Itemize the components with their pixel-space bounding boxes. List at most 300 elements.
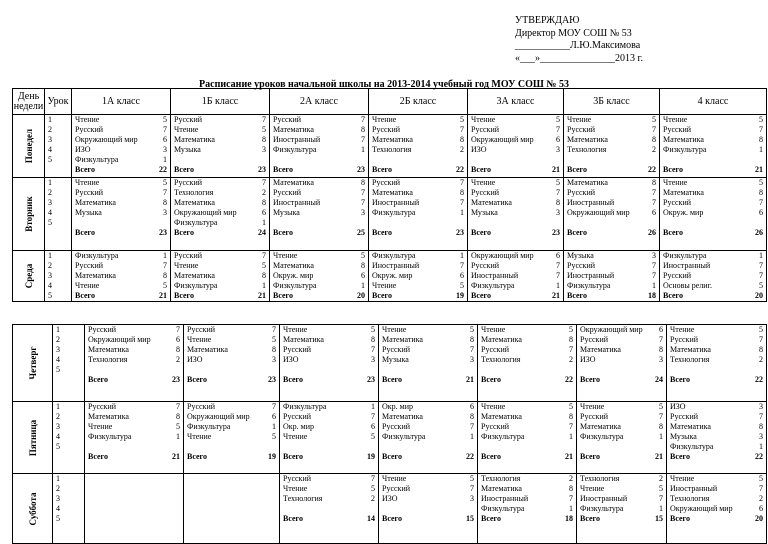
subject-name: Чтение <box>75 281 100 290</box>
subject-line <box>75 178 169 188</box>
subject-name: Иностранный <box>273 198 321 207</box>
total-label: Всего <box>283 375 303 384</box>
subject-hours: 8 <box>652 135 656 144</box>
total-line <box>567 228 658 238</box>
subject-name: Русский <box>663 125 691 134</box>
subject-line <box>283 412 377 422</box>
subject-hours: 7 <box>569 345 573 354</box>
total-line <box>273 228 367 238</box>
subject-hours: 3 <box>556 145 560 154</box>
subject-name: Русский <box>187 402 215 411</box>
total-line <box>580 514 665 524</box>
subject-line <box>382 432 476 442</box>
subject-hours: 7 <box>176 325 180 334</box>
subject-name: Чтение <box>567 115 592 124</box>
day-label: Суббота <box>27 492 38 525</box>
subject-line <box>75 271 169 281</box>
total-label: Всего <box>471 291 491 300</box>
subject-hours: 3 <box>361 208 365 217</box>
subject-hours: 1 <box>163 251 167 260</box>
subject-hours: 5 <box>262 261 266 270</box>
subject-hours: 8 <box>176 345 180 354</box>
class-cell <box>564 115 660 178</box>
subject-line <box>471 198 562 208</box>
lesson-numbers <box>45 115 72 178</box>
class-cell <box>280 402 379 474</box>
subject-line <box>567 261 658 271</box>
lesson-number: 3 <box>48 271 52 280</box>
subject-hours: 7 <box>652 198 656 207</box>
subject-line <box>481 325 575 335</box>
subject-line <box>273 145 367 155</box>
class-header: 1Б класс <box>171 89 270 115</box>
lesson-number: 5 <box>48 155 52 164</box>
class-cell <box>369 115 468 178</box>
subject-line <box>88 325 182 335</box>
subject-line <box>567 281 658 291</box>
subject-hours: 1 <box>659 504 663 513</box>
lesson-number: 5 <box>48 218 52 227</box>
subject-name: Иностранный <box>567 198 615 207</box>
total-line <box>372 228 466 238</box>
subject-hours: 8 <box>759 135 763 144</box>
total-line <box>471 228 562 238</box>
total-line <box>273 165 367 175</box>
subject-hours: 5 <box>556 178 560 187</box>
total-hours: 22 <box>159 165 167 174</box>
subject-hours: 7 <box>759 335 763 344</box>
subject-line <box>481 402 575 412</box>
subject-hours: 8 <box>262 198 266 207</box>
subject-line <box>174 188 268 198</box>
subject-line <box>75 251 169 261</box>
subject-line <box>382 504 476 514</box>
subject-hours: 8 <box>262 135 266 144</box>
subject-hours <box>573 365 575 375</box>
subject-name: Иностранный <box>670 484 718 493</box>
subject-line <box>75 218 169 228</box>
subject-line <box>670 422 765 432</box>
total-hours: 24 <box>258 228 266 237</box>
subject-hours: 7 <box>163 261 167 270</box>
class-cell <box>667 402 767 474</box>
class-cell <box>72 251 171 302</box>
subject-name: Русский <box>567 261 595 270</box>
total-hours: 23 <box>357 165 365 174</box>
subject-line <box>75 198 169 208</box>
subject-name: Русский <box>75 125 103 134</box>
class-cell <box>171 115 270 178</box>
subject-hours <box>375 504 377 514</box>
subject-hours: 8 <box>163 271 167 280</box>
day-label: Пятница <box>27 419 38 456</box>
subject-line <box>481 474 575 484</box>
subject-hours: 7 <box>659 494 663 503</box>
total-label: Всего <box>75 291 95 300</box>
subject-hours: 8 <box>759 422 763 431</box>
subject-line <box>481 422 575 432</box>
subject-line <box>580 365 665 375</box>
subject-name: Чтение <box>471 178 496 187</box>
subject-line <box>75 145 169 155</box>
subject-line <box>670 484 765 494</box>
subject-line <box>372 271 466 281</box>
subject-name: Технология <box>670 494 710 503</box>
subject-name: ИЗО <box>75 145 91 154</box>
subject-line <box>283 442 377 452</box>
subject-hours: 6 <box>460 271 464 280</box>
subject-line <box>670 345 765 355</box>
subject-line <box>372 155 466 165</box>
total-hours: 18 <box>565 514 573 523</box>
subject-line <box>471 115 562 125</box>
total-line <box>382 514 476 524</box>
subject-hours: 5 <box>470 325 474 334</box>
subject-name: Физкультура <box>481 432 525 441</box>
subject-line <box>75 261 169 271</box>
total-line <box>174 228 268 238</box>
day-cell <box>13 474 53 544</box>
subject-name: Физкультура <box>382 432 426 441</box>
subject-hours: 3 <box>470 494 474 503</box>
subject-name: Окр. мир <box>283 422 315 431</box>
subject-name: Окружающий мир <box>88 335 151 344</box>
subject-line <box>75 188 169 198</box>
subject-name: Технология <box>283 494 323 503</box>
total-label: Всего <box>663 291 683 300</box>
subject-name: Чтение <box>174 261 199 270</box>
subject-line <box>663 135 765 145</box>
subject-line <box>174 261 268 271</box>
subject-line <box>174 208 268 218</box>
subject-name: Окруж. мир <box>663 208 704 217</box>
subject-line <box>471 145 562 155</box>
subject-line <box>663 218 765 228</box>
total-label: Всего <box>670 452 690 461</box>
total-label: Всего <box>88 375 108 384</box>
subject-hours: 5 <box>759 474 763 483</box>
subject-line <box>88 335 182 345</box>
subject-name: Русский <box>273 188 301 197</box>
subject-hours: 5 <box>652 115 656 124</box>
subject-name: Русский <box>567 125 595 134</box>
subject-name: Чтение <box>580 402 605 411</box>
subject-name: Чтение <box>382 474 407 483</box>
subject-name: Технология <box>567 145 607 154</box>
total-line <box>481 375 575 385</box>
class-cell <box>468 115 564 178</box>
subject-name: Чтение <box>75 178 100 187</box>
subject-name: Окружающий мир <box>580 325 643 334</box>
subject-hours: 5 <box>262 125 266 134</box>
subject-name: Математика <box>567 178 608 187</box>
subject-hours: 7 <box>361 198 365 207</box>
subject-name: Чтение <box>670 474 695 483</box>
subject-line <box>372 188 466 198</box>
total-hours: 21 <box>655 452 663 461</box>
class-cell <box>184 474 280 544</box>
subject-hours <box>375 442 377 452</box>
subject-line <box>174 218 268 228</box>
lesson-number: 3 <box>56 494 60 503</box>
schedule-table-bottom <box>12 324 767 544</box>
subject-name: Математика <box>88 345 129 354</box>
subject-hours: 6 <box>176 335 180 344</box>
total-hours: 23 <box>258 165 266 174</box>
subject-line <box>567 218 658 228</box>
total-line <box>481 514 575 524</box>
subject-hours: 3 <box>659 355 663 364</box>
subject-line <box>273 115 367 125</box>
subject-name: Иностранный <box>372 261 420 270</box>
subject-line <box>580 325 665 335</box>
subject-hours: 7 <box>652 261 656 270</box>
class-cell <box>85 325 184 402</box>
subject-hours: 7 <box>759 198 763 207</box>
class-cell <box>379 474 478 544</box>
lesson-number: 1 <box>56 402 60 411</box>
subject-line <box>187 402 278 412</box>
subject-hours: 8 <box>262 271 266 280</box>
total-hours: 18 <box>648 291 656 300</box>
subject-hours: 7 <box>569 422 573 431</box>
subject-name: Математика <box>283 335 324 344</box>
class-cell <box>270 115 369 178</box>
subject-hours <box>180 365 182 375</box>
total-hours: 22 <box>648 165 656 174</box>
subject-name: Математика <box>372 188 413 197</box>
lesson-number: 3 <box>56 422 60 431</box>
subject-name: Окружающий мир <box>670 504 733 513</box>
subject-line <box>372 135 466 145</box>
subject-name: Чтение <box>283 484 308 493</box>
subject-hours: 7 <box>659 412 663 421</box>
subject-name: Окружающий мир <box>471 251 534 260</box>
total-line <box>174 165 268 175</box>
subject-name: Русский <box>670 335 698 344</box>
total-label: Всего <box>75 165 95 174</box>
subject-hours: 7 <box>460 178 464 187</box>
subject-line <box>471 208 562 218</box>
subject-hours <box>474 365 476 375</box>
subject-name: Чтение <box>382 325 407 334</box>
class-cell <box>72 115 171 178</box>
subject-hours: 3 <box>652 251 656 260</box>
subject-hours: 6 <box>470 402 474 411</box>
subject-name: Математика <box>567 135 608 144</box>
subject-name: Русский <box>382 484 410 493</box>
lesson-number: 2 <box>56 484 60 493</box>
subject-hours: 8 <box>652 178 656 187</box>
subject-line <box>663 281 765 291</box>
subject-line <box>663 115 765 125</box>
subject-line <box>283 422 377 432</box>
subject-hours: 3 <box>262 145 266 154</box>
subject-line <box>187 365 278 375</box>
subject-line <box>75 281 169 291</box>
total-line <box>283 514 377 524</box>
total-label: Всего <box>283 514 303 523</box>
subject-hours: 5 <box>759 115 763 124</box>
lesson-number: 2 <box>48 188 52 197</box>
subject-hours: 6 <box>659 325 663 334</box>
subject-name: Математика <box>273 261 314 270</box>
subject-name: ИЗО <box>580 355 596 364</box>
subject-line <box>75 115 169 125</box>
subject-line <box>372 218 466 228</box>
class-cell <box>270 251 369 302</box>
total-hours: 26 <box>648 228 656 237</box>
subject-line <box>372 178 466 188</box>
subject-hours: 7 <box>262 178 266 187</box>
subject-hours: 7 <box>262 115 266 124</box>
subject-name: Русский <box>372 125 400 134</box>
subject-hours: 2 <box>460 145 464 154</box>
subject-name: Чтение <box>283 432 308 441</box>
class-cell <box>270 178 369 251</box>
subject-hours <box>474 504 476 514</box>
subject-line <box>580 422 665 432</box>
subject-name: Математика <box>663 188 704 197</box>
subject-name: Чтение <box>670 325 695 334</box>
subject-name: Чтение <box>273 251 298 260</box>
lesson-number: 2 <box>48 261 52 270</box>
class-cell <box>667 325 767 402</box>
subject-name: Окружающий мир <box>471 135 534 144</box>
total-label: Всего <box>580 514 600 523</box>
subject-name: Физкультура <box>273 281 317 290</box>
lesson-number: 1 <box>48 251 52 260</box>
subject-name: ИЗО <box>670 402 686 411</box>
lesson-number: 5 <box>56 514 60 523</box>
subject-hours: 8 <box>371 335 375 344</box>
subject-name: Математика <box>382 335 423 344</box>
day-label: Четверг <box>27 346 38 380</box>
subject-name: Физкультура <box>567 281 611 290</box>
class-cell <box>660 115 767 178</box>
subject-line <box>187 422 278 432</box>
subject-hours: 7 <box>652 125 656 134</box>
subject-line <box>663 271 765 281</box>
subject-line <box>481 335 575 345</box>
subject-hours: 7 <box>759 125 763 134</box>
total-label: Всего <box>567 291 587 300</box>
subject-hours: 5 <box>176 422 180 431</box>
subject-hours: 5 <box>371 484 375 493</box>
subject-line <box>481 494 575 504</box>
subject-line <box>382 355 476 365</box>
subject-line <box>382 422 476 432</box>
subject-line <box>283 345 377 355</box>
class-header: 3А класс <box>468 89 564 115</box>
total-hours: 21 <box>172 452 180 461</box>
total-hours: 22 <box>565 375 573 384</box>
subject-hours <box>656 218 658 228</box>
subject-hours: 7 <box>163 125 167 134</box>
subject-line <box>471 155 562 165</box>
subject-line <box>382 484 476 494</box>
subject-line <box>471 135 562 145</box>
subject-line <box>663 208 765 218</box>
subject-line <box>580 335 665 345</box>
total-label: Всего <box>372 228 392 237</box>
total-hours: 23 <box>159 228 167 237</box>
subject-hours: 8 <box>470 412 474 421</box>
subject-hours: 5 <box>470 474 474 483</box>
subject-hours: 8 <box>163 198 167 207</box>
lesson-number: 3 <box>48 198 52 207</box>
subject-hours: 3 <box>759 432 763 441</box>
subject-line <box>75 155 169 165</box>
subject-hours: 8 <box>569 484 573 493</box>
subject-name: Русский <box>471 125 499 134</box>
total-hours: 21 <box>552 165 560 174</box>
subject-line <box>372 198 466 208</box>
subject-hours: 7 <box>569 494 573 503</box>
subject-hours: 7 <box>470 345 474 354</box>
subject-hours: 7 <box>470 484 474 493</box>
total-line <box>663 165 765 175</box>
subject-hours: 1 <box>569 504 573 513</box>
subject-name: Математика <box>670 422 711 431</box>
day-row <box>13 474 767 544</box>
total-line <box>75 291 169 301</box>
subject-name: Русский <box>382 345 410 354</box>
subject-hours: 8 <box>759 345 763 354</box>
subject-line <box>471 261 562 271</box>
subject-hours: 3 <box>759 402 763 411</box>
lesson-number: 4 <box>48 281 52 290</box>
class-cell <box>369 251 468 302</box>
subject-line <box>283 474 377 484</box>
subject-hours: 6 <box>361 271 365 280</box>
subject-name: Окруж. мир <box>273 271 314 280</box>
subject-hours: 7 <box>272 402 276 411</box>
subject-hours: 8 <box>361 261 365 270</box>
subject-hours: 3 <box>163 208 167 217</box>
subject-name: Математика <box>187 345 228 354</box>
subject-hours: 1 <box>652 281 656 290</box>
total-hours: 21 <box>466 375 474 384</box>
subject-line <box>273 281 367 291</box>
total-label: Всего <box>372 291 392 300</box>
subject-name: Технология <box>174 188 214 197</box>
class-cell <box>564 251 660 302</box>
subject-name: Музыка <box>471 208 498 217</box>
subject-hours: 6 <box>759 208 763 217</box>
subject-hours: 1 <box>759 145 763 154</box>
total-hours: 14 <box>367 514 375 523</box>
approval-signature: ___________Л.Ю.Максимова <box>515 40 641 51</box>
subject-name: Технология <box>372 145 412 154</box>
total-label: Всего <box>580 375 600 384</box>
subject-name: Музыка <box>567 251 594 260</box>
lesson-number: 2 <box>56 412 60 421</box>
subject-line <box>382 402 476 412</box>
subject-line <box>283 355 377 365</box>
subject-name: Математика <box>174 135 215 144</box>
day-cell <box>13 251 45 302</box>
subject-hours: 1 <box>262 218 266 227</box>
total-line <box>273 291 367 301</box>
total-hours: 21 <box>755 165 763 174</box>
subject-line <box>580 504 665 514</box>
subject-hours: 7 <box>361 188 365 197</box>
total-label: Всего <box>670 375 690 384</box>
subject-line <box>670 402 765 412</box>
subject-name: Чтение <box>75 115 100 124</box>
class-cell <box>478 325 577 402</box>
